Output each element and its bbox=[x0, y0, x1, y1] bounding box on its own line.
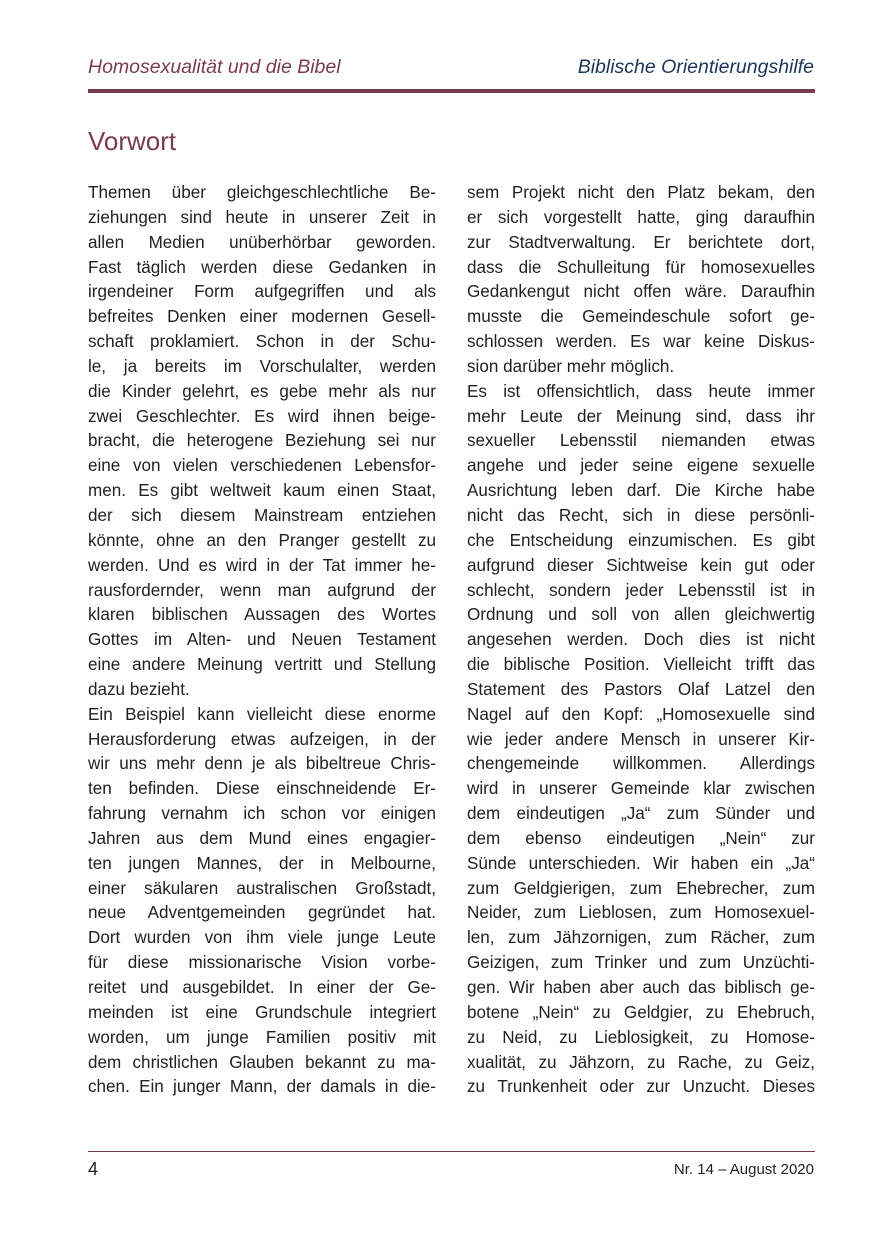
text-line: Statement des Pastors Olaf Latzel den bbox=[467, 679, 815, 699]
text-line: botene „Nein“ zu Geldgier, zu Ehebruch, bbox=[467, 1002, 815, 1022]
text-line: allen Medien unüberhörbar geworden. bbox=[88, 232, 436, 252]
text-line: Sünde unterschieden. Wir haben ein „Ja“ bbox=[467, 853, 815, 873]
text-line: Ordnung und soll von allen gleichwertig bbox=[467, 605, 815, 625]
text-line: wie jeder andere Mensch in unserer Kir- bbox=[467, 729, 815, 749]
text-line: Fast täglich werden diese Gedanken in bbox=[88, 257, 436, 277]
text-line: Herausforderung etwas aufzeigen, in der bbox=[88, 729, 436, 749]
page-number: 4 bbox=[88, 1159, 99, 1179]
text-line: Ausrichtung leben darf. Die Kirche habe bbox=[467, 481, 815, 501]
text-line: mehr Leute der Meinung sind, dass ihr bbox=[467, 406, 815, 426]
text-line: klaren biblischen Aussagen des Wortes bbox=[88, 605, 436, 625]
text-line: Nagel auf den Kopf: „Homosexuelle sind bbox=[467, 704, 815, 724]
text-line: Gottes im Alten- und Neuen Testament bbox=[88, 630, 436, 650]
text-line: schaft proklamiert. Schon in der Schu- bbox=[88, 332, 436, 352]
text-line: angesehen werden. Doch dies ist nicht bbox=[467, 630, 815, 650]
text-line: angehe und jeder seine eigene sexuelle bbox=[467, 456, 815, 476]
text-line: dem eindeutigen „Ja“ zum Sünder und bbox=[467, 804, 815, 824]
text-line: eine andere Meinung vertritt und Stellung bbox=[88, 655, 436, 675]
text-line: fahrung vernahm ich schon vor einigen bbox=[88, 804, 436, 824]
text-line: dazu bezieht. bbox=[88, 679, 190, 699]
text-line: men. Es gibt weltweit kaum einen Staat, bbox=[88, 481, 436, 501]
text-line: schlecht, sondern jeder Lebensstil ist in bbox=[467, 580, 815, 600]
text-line: ten befinden. Diese einschneidende Er- bbox=[88, 779, 436, 799]
running-header-series: Biblische Orientierungshilfe bbox=[577, 56, 814, 78]
text-line: dem christlichen Glauben bekannt zu ma- bbox=[88, 1052, 436, 1072]
text-line: aufgrund dieser Sichtweise kein gut oder bbox=[467, 555, 815, 575]
text-line: worden, um junge Familien positiv mit bbox=[88, 1027, 436, 1047]
text-line: chengemeinde willkommen. Allerdings bbox=[467, 754, 815, 774]
text-line: che Entscheidung einzumischen. Es gibt bbox=[467, 530, 815, 550]
text-line: zu Neid, zu Lieblosigkeit, zu Homose- bbox=[467, 1027, 815, 1047]
text-line: zwei Geschlechter. Es wird ihnen beige- bbox=[88, 406, 436, 426]
text-line: len, zum Jähzornigen, zum Rächer, zum bbox=[467, 928, 815, 948]
text-line: neue Adventgemeinden gegründet hat. bbox=[88, 903, 436, 923]
text-line: er sich vorgestellt hatte, ging daraufhin bbox=[467, 207, 815, 227]
text-line: nicht das Recht, sich in diese persönli- bbox=[467, 505, 815, 525]
text-line: Dort wurden von ihm viele junge Leute bbox=[88, 928, 436, 948]
text-line: zu Trunkenheit oder zur Unzucht. Dieses bbox=[467, 1077, 815, 1097]
text-line: musste die Gemeindeschule sofort ge- bbox=[467, 307, 815, 327]
text-line: werden. Und es wird in der Tat immer he- bbox=[88, 555, 436, 575]
text-line: reitet und ausgebildet. In einer der Ge- bbox=[88, 978, 436, 997]
text-line: die Kinder gelehrt, es gebe mehr als nur bbox=[88, 381, 436, 401]
text-line: gen. Wir haben aber auch das biblisch ge- bbox=[467, 978, 815, 997]
text-column-left bbox=[88, 181, 436, 1100]
text-line: Geizigen, zum Trinker und zum Unzüchti- bbox=[467, 953, 815, 973]
text-line: wird in unserer Gemeinde klar zwischen bbox=[467, 779, 815, 799]
text-line: Themen über gleichgeschlechtliche Be- bbox=[88, 183, 436, 202]
text-line: rausfordernder, wenn man aufgrund der bbox=[88, 580, 436, 600]
text-line: sem Projekt nicht den Platz bekam, den bbox=[467, 183, 815, 202]
text-line: Jahren aus dem Mund eines engagier- bbox=[88, 828, 436, 848]
text-line: der sich diesem Mainstream entziehen bbox=[88, 505, 436, 525]
running-header-title: Homosexualität und die Bibel bbox=[88, 56, 341, 78]
text-line: Gedankengut nicht offen wäre. Daraufhin bbox=[467, 282, 815, 302]
footer-divider bbox=[88, 1151, 815, 1152]
text-line: le, ja bereits im Vorschulalter, werden bbox=[88, 356, 436, 376]
text-line: einer säkularen australischen Großstadt, bbox=[88, 878, 436, 898]
text-line: ten jungen Mannes, der in Melbourne, bbox=[88, 853, 436, 873]
text-line: xualität, zu Jähzorn, zu Rache, zu Geiz, bbox=[467, 1052, 815, 1072]
text-line: Es ist offensichtlich, dass heute immer bbox=[467, 381, 815, 401]
text-line: dem ebenso eindeutigen „Nein“ zur bbox=[467, 828, 815, 848]
text-line: für diese missionarische Vision vorbe- bbox=[88, 953, 436, 973]
text-line: Ein Beispiel kann vielleicht diese enorme bbox=[88, 704, 436, 724]
text-line: Neider, zum Lieblosen, zum Homosexuel- bbox=[467, 903, 815, 923]
text-line: wir uns mehr denn je als bibeltreue Chris- bbox=[88, 754, 436, 774]
text-column-right bbox=[467, 181, 815, 1100]
text-line: befreites Denken einer modernen Gesell- bbox=[88, 307, 436, 327]
header-divider bbox=[88, 89, 815, 93]
text-line: die biblische Position. Vielleicht trifft das bbox=[467, 655, 815, 675]
text-line: zum Geldgierigen, zum Ehebrecher, zum bbox=[467, 878, 815, 898]
text-line: eine von vielen verschiedenen Lebensfor- bbox=[88, 456, 436, 476]
issue-info: Nr. 14 – August 2020 bbox=[673, 1161, 814, 1178]
text-line: ziehungen sind heute in unserer Zeit in bbox=[88, 207, 436, 227]
text-line: schlossen werden. Es war keine Diskus- bbox=[467, 332, 815, 352]
text-line: meinden ist eine Grundschule integriert bbox=[88, 1002, 436, 1022]
text-line: sexueller Lebensstil niemanden etwas bbox=[467, 431, 815, 451]
text-line: bracht, die heterogene Beziehung sei nur bbox=[88, 431, 436, 451]
text-line: chen. Ein junger Mann, der damals in die- bbox=[88, 1077, 436, 1097]
section-title: Vorwort bbox=[88, 126, 177, 156]
text-line: zur Stadtverwaltung. Er berichtete dort, bbox=[467, 232, 815, 252]
text-line: sion darüber mehr möglich. bbox=[467, 356, 675, 376]
text-line: könnte, ohne an den Pranger gestellt zu bbox=[88, 530, 436, 550]
text-line: dass die Schulleitung für homosexuelles bbox=[467, 257, 815, 277]
text-line: irgendeiner Form aufgegriffen und als bbox=[88, 282, 436, 302]
